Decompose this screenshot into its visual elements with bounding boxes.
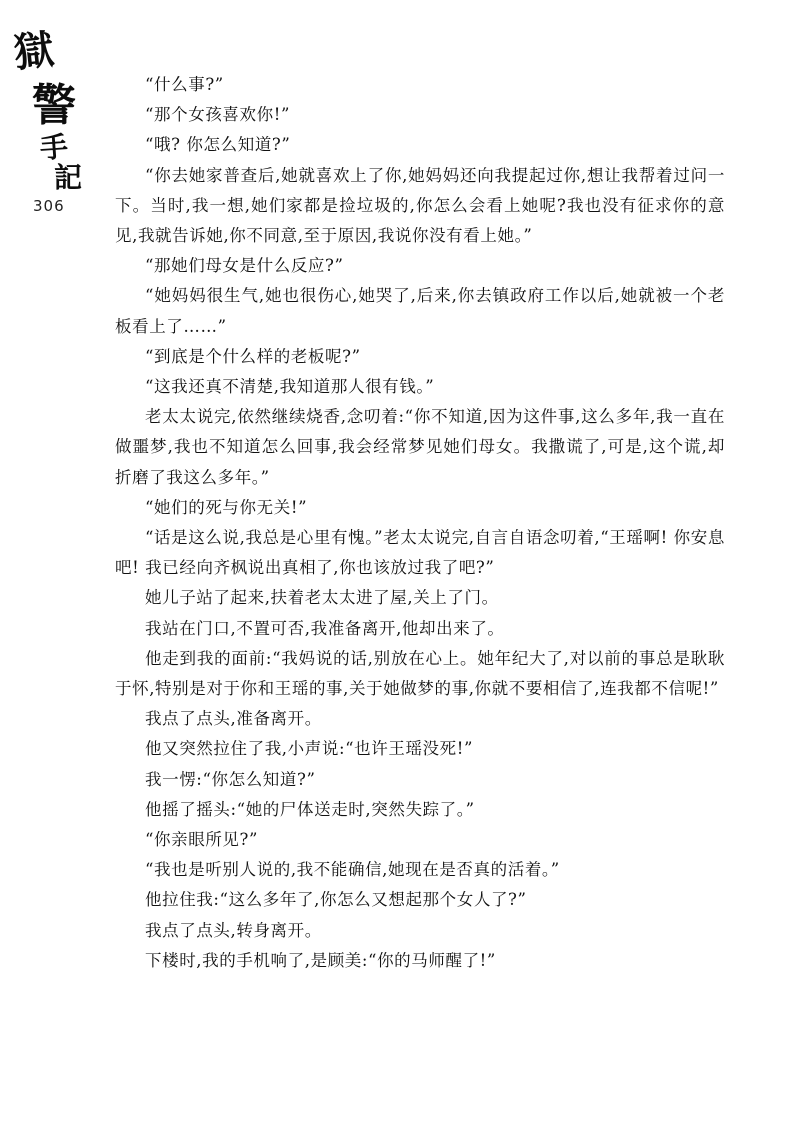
paragraph: 她儿子站了起来,扶着老太太进了屋,关上了门。 [145, 588, 499, 608]
paragraph: 我一愣:“你怎么知道?” [145, 769, 316, 789]
paragraph: “什么事?” [145, 75, 224, 94]
paragraph: “这我还真不清楚,我知道那人很有钱。” [145, 377, 435, 397]
paragraph: “她妈妈很生气,她也很伤心,她哭了,后来,你去镇政府工作以后,她就被一个老板看上了……” [115, 286, 725, 336]
logo-glyph-4: 記 [54, 161, 83, 194]
logo-glyph-1: 獄 [11, 26, 57, 77]
paragraph: 他又突然拉住了我,小声说:“也许王瑶没死!” [145, 739, 474, 759]
paragraph: “我也是听别人说的,我不能确信,她现在是否真的活着。” [145, 860, 560, 880]
paragraph: “话是这么说,我总是心里有愧。”老太太说完,自言自语念叨着,“王瑶啊! 你安息吧! 我已经向齐枫说出真相了,你也该放过我了吧?” [115, 528, 725, 578]
paragraph: “哦? 你怎么知道?” [145, 135, 291, 155]
paragraph: 我站在门口,不置可否,我准备离开,他却出来了。 [145, 618, 505, 638]
paragraph: “你去她家普查后,她就喜欢上了你,她妈妈还向我提起过你,想让我帮着过问一下。当时,我一想,她们家都是捡垃圾的,你怎么会看上她呢?我也没有征求你的意见,我就告诉她,你不同意,至于原因,我说你没有看上她。” [115, 165, 725, 246]
paragraph: “那个女孩喜欢你!” [145, 105, 291, 125]
paragraph: “你亲眼所见?” [145, 830, 259, 850]
paragraph: 他摇了摇头:“她的尸体送走时,突然失踪了。” [145, 799, 475, 819]
text-body [115, 70, 725, 976]
logo-glyph-2: 警 [32, 80, 76, 131]
paragraph: 他拉住我:“这么多年了,你怎么又想起那个女人了?” [145, 890, 527, 910]
paragraph: 我点了点头,转身离开。 [145, 920, 322, 940]
paragraph: 他走到我的面前:“我妈说的话,别放在心上。她年纪大了,对以前的事总是耿耿于怀,特别是对于你和王瑶的事,关于她做梦的事,你就不要相信了,连我都不信呢!” [115, 648, 725, 699]
paragraph: “她们的死与你无关!” [145, 497, 308, 517]
paragraph: 我点了点头,准备离开。 [145, 709, 322, 729]
logo-glyph-3: 手 [38, 130, 70, 165]
paragraph: “到底是个什么样的老板呢?” [145, 346, 361, 366]
book-title-logo [10, 26, 90, 200]
paragraph: 老太太说完,依然继续烧香,念叨着:“你不知道,因为这件事,这么多年,我一直在做噩梦,我也不知道怎么回事,我会经常梦见她们母女。我撒谎了,可是,这个谎,却折磨了我这么多年。” [115, 407, 725, 487]
paragraph: 下楼时,我的手机响了,是顾美:“你的马师醒了!” [145, 950, 496, 970]
page-number: 306 [33, 197, 65, 215]
paragraph: “那她们母女是什么反应?” [145, 256, 344, 276]
